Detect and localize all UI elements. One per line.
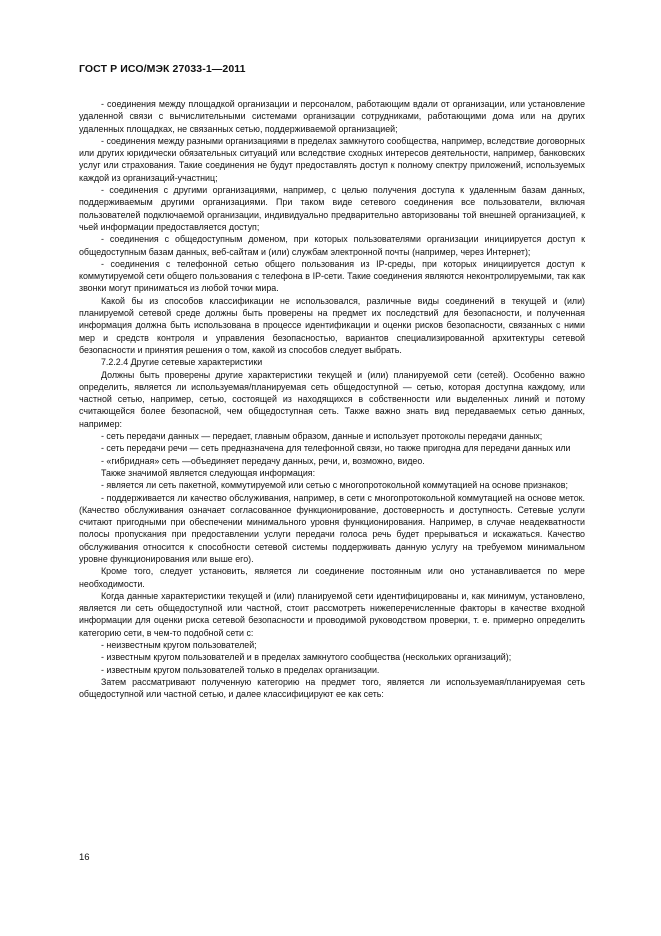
- paragraph: Когда данные характеристики текущей и (или) планируемой сети идентифицированы и, как минимум, установлено, является ли сеть общедоступной или частной, стоит рассмотреть нижеперечисленные факторы в качестве входной информации для оценки риска сетевой безопасности и проводимой руководством проверки, т. е. примерно определить категорию сети, в чем-то подобной сети с:: [79, 590, 585, 638]
- section-heading: 7.2.2.4 Другие сетевые характеристики: [101, 357, 263, 368]
- list-item: - известным кругом пользователей и в пределах замкнутого сообщества (нескольких организаций);: [101, 652, 512, 663]
- paragraph: - соединения с телефонной сетью общего пользования из IP-среды, при которых инициируется доступ к коммутируемой сети общего пользования с телефона в IP-сети. Такие соединения являются неконтролируемыми, так как звонки могут приниматься из любой точки мира.: [79, 258, 585, 294]
- paragraph: Затем рассматривают полученную категорию на предмет того, является ли используемая/планируемая сеть общедоступной или частной сетью, и далее классифицируют ее как сеть:: [79, 676, 585, 700]
- paragraph: Какой бы из способов классификации не использовался, различные виды соединений в текущей и (или) планируемой сетевой среде должны быть проверены на предмет их последствий для безопасности, и полученная информация должна быть использована в процессе идентификации и оценки рисков безопасности, связанных с ними мер и средств контроля и управления безопасностью, вариантов специализированной архитектуры сетевой безопасности и принятия решения о том, какой из способов следует выбрать.: [79, 295, 585, 355]
- list-item: - поддерживается ли качество обслуживания, например, в сети с многопротокольной коммутацией на основе меток. (Качество обслуживания означает согласованное функционирование, достоверность и доступность. Сетевые услуги считают пригодными при обеспечении минимального уровня функционирования. Например, в случае неадекватности полосы пропускания при предоставлении услуги передачи голоса речь будет прерываться и искажаться. Качество обслуживания относится к способности сетевой системы поддерживать данную услугу на требуемом минимальном уровне функционирования или выше его).: [79, 492, 585, 564]
- paragraph: Также значимой является следующая информация:: [101, 467, 316, 478]
- paragraph: - соединения с другими организациями, например, с целью получения доступа к удаленным базам данных, поддерживаемым другими организациями. При таком виде сетевого соединения все пользователи, включая пользователей подключаемой организации, индивидуально предварительно авторизованы той внешней организацией, к чьей информации предоставляется доступ;: [79, 185, 585, 232]
- list-item: - известным кругом пользователей только в пределах организации.: [101, 664, 380, 675]
- paragraph: - соединения между разными организациями в пределах замкнутого сообщества, например, вследствие договорных или других юридически обязательных ситуаций или вследствие сходных интересов деятельности, например, банковских услуг или страхования. Такие соединения не будут предоставлять доступ к полному спектру приложений, используемых каждой из организаций-участниц;: [79, 135, 585, 183]
- page-number: 16: [79, 852, 90, 863]
- document-header: ГОСТ Р ИСО/МЭК 27033-1—2011: [79, 63, 246, 75]
- paragraph: - соединения с общедоступным доменом, при которых пользователями организации инициируется доступ к общедоступным базам данных, веб-сайтам и (или) службам электронной почты (например, через Интернет);: [79, 234, 585, 257]
- document-body: [79, 98, 585, 701]
- paragraph: - соединения между площадкой организации и персоналом, работающим вдали от организации, или установление удаленной связи с вычислительными системами организации сотрудниками, работающими дома или на других удаленных площадках, не связанных сетью, поддерживаемой организацией;: [79, 99, 585, 134]
- paragraph: Должны быть проверены другие характеристики текущей и (или) планируемой сети (сетей). Особенно важно определить, является ли используемая/планируемая сеть общедоступной — сетью, которая доступна каждому, или частной сетью, например, сетью, состоящей из находящихся в собственности или выделенных линий и потому считающейся более безопасной, чем общедоступная сеть. Также важно знать вид передаваемых сетью данных, например:: [79, 369, 585, 429]
- list-item: - сеть передачи речи — сеть предназначена для телефонной связи, но также пригодна для передачи данных или: [101, 443, 571, 454]
- list-item: - неизвестным кругом пользователей;: [101, 640, 257, 651]
- list-item: - «гибридная» сеть —объединяет передачу данных, речи, и, возможно, видео.: [101, 455, 425, 466]
- list-item: - является ли сеть пакетной, коммутируемой или сетью с многопротокольной коммутацией на основе признаков;: [101, 480, 568, 491]
- list-item: - сеть передачи данных — передает, главным образом, данные и использует протоколы передачи данных;: [101, 431, 543, 442]
- paragraph: Кроме того, следует установить, является ли соединение постоянным или оно устанавливается по мере необходимости.: [79, 566, 585, 589]
